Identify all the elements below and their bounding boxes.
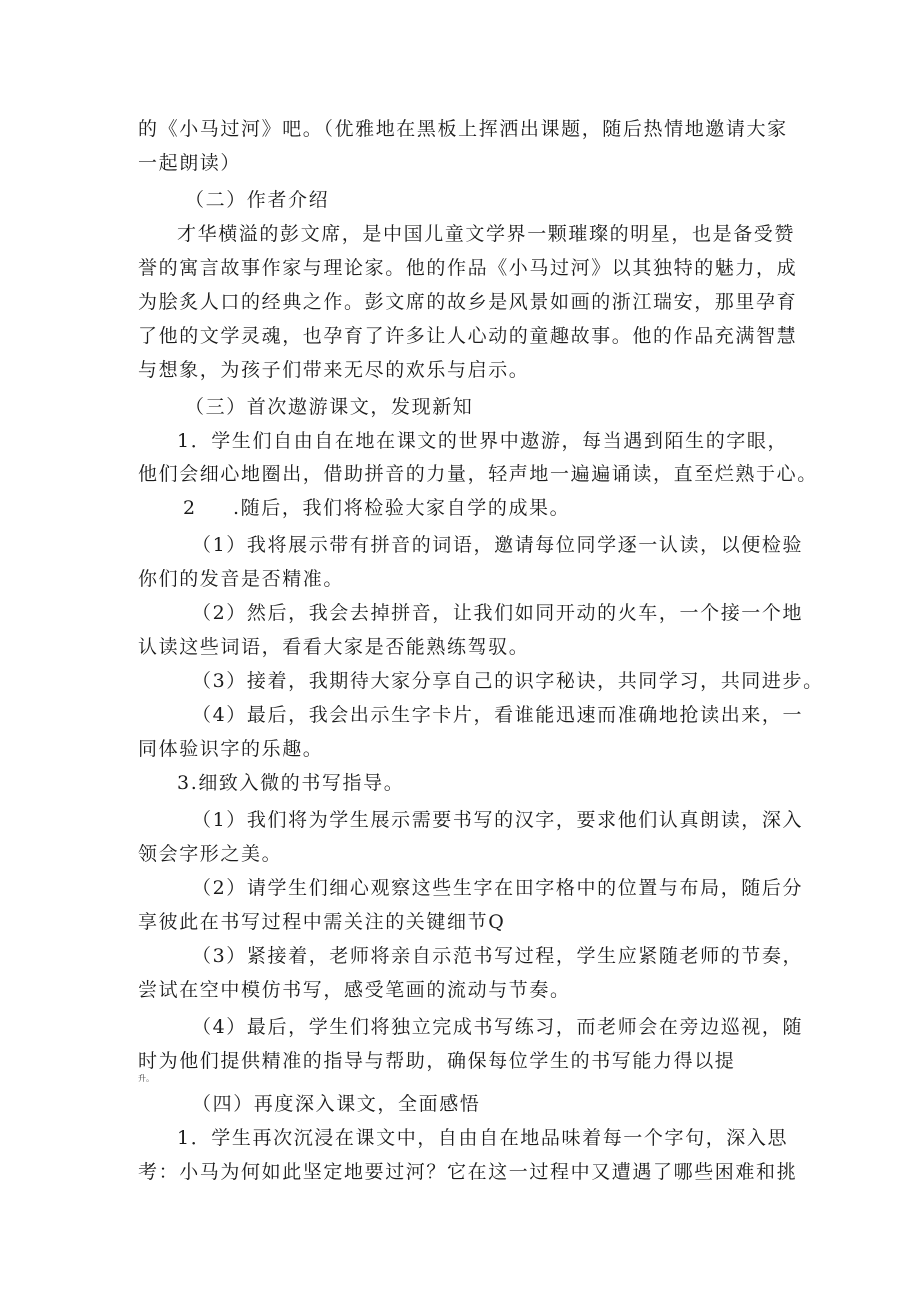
text-line: （1）我们将为学生展示需要书写的汉字，要求他们认真朗读，深入 [192, 809, 804, 831]
section-heading: （三）首次遨游课文，发现新知 [185, 396, 474, 418]
text-line: 领会字形之美。 [138, 843, 283, 865]
text-line: （4）最后，学生们将独立完成书写练习，而老师会在旁边巡视，随 [192, 1016, 804, 1038]
text-line: 与想象，为孩子们带来无尽的欢乐与启示。 [138, 359, 530, 381]
text-line: （1）我将展示带有拼音的词语，邀请每位同学逐一认读，以便检验 [192, 534, 804, 556]
text-line: 为脍炙人口的经典之作。彭文席的故乡是风景如画的浙江瑞安，那里孕育 [138, 291, 798, 313]
text-line: 认读这些词语，看看大家是否能熟练驾驭。 [138, 636, 530, 658]
text-line: 了他的文学灵魂，也孕育了许多让人心动的童趣故事。他的作品充满智慧 [138, 325, 798, 347]
text-line: （4）最后，我会出示生字卡片，看谁能迅速而准确地抢读出来，一 [192, 704, 804, 726]
text-line: 誉的寓言故事作家与理论家。他的作品《小马过河》以其独特的魅力，成 [138, 257, 798, 279]
text-line: （3）紧接着，老师将亲自示范书写过程，学生应紧随老师的节奏， [192, 945, 804, 967]
text-line: .随后，我们将检验大家自学的成果。 [233, 497, 571, 519]
text-line: 他们会细心地圈出，借助拼音的力量，轻声地一遍遍诵读，直至烂熟于心。 [138, 463, 818, 485]
text-line: （2）请学生们细心观察这些生字在田字格中的位置与布局，随后分 [192, 877, 804, 899]
text-line: 3.细致入微的书写指导。 [177, 772, 405, 794]
text-line: 的《小马过河》吧。（优雅地在黑板上挥洒出课题，随后热情地邀请大家 [138, 118, 788, 140]
section-heading: （四）再度深入课文，全面感悟 [192, 1093, 481, 1115]
text-line: 考：小马为何如此坚定地要过河？它在这一过程中又遭遇了哪些困难和挑 [138, 1161, 798, 1183]
text-line: 时为他们提供精准的指导与帮助，确保每位学生的书写能力得以提 [138, 1050, 736, 1072]
text-line: 享彼此在书写过程中需关注的关键细节Q [138, 911, 506, 933]
text-line: 1．学生们自由自在地在课文的世界中遨游，每当遇到陌生的字眼， [177, 430, 789, 452]
text-fragment: 升。 [138, 1074, 154, 1083]
list-number: 2 [183, 497, 197, 519]
text-line: （2）然后，我会去掉拼音，让我们如同开动的火车，一个接一个地 [192, 602, 804, 624]
text-line: 尝试在空中模仿书写，感受笔画的流动与节奏。 [138, 979, 571, 1001]
text-line: 同体验识字的乐趣。 [138, 738, 324, 760]
text-line: 一起朗读） [138, 152, 242, 174]
text-line: 才华横溢的彭文席，是中国儿童文学界一颗璀璨的明星，也是备受赞 [177, 223, 796, 245]
section-heading: （二）作者介绍 [185, 189, 330, 211]
text-line: （3）接着，我期待大家分享自己的识字秘诀，共同学习，共同进步。 [192, 670, 824, 692]
text-line: 你们的发音是否精准。 [138, 568, 345, 590]
text-line: 1．学生再次沉浸在课文中，自由自在地品味着每一个字句，深入思 [177, 1127, 789, 1149]
